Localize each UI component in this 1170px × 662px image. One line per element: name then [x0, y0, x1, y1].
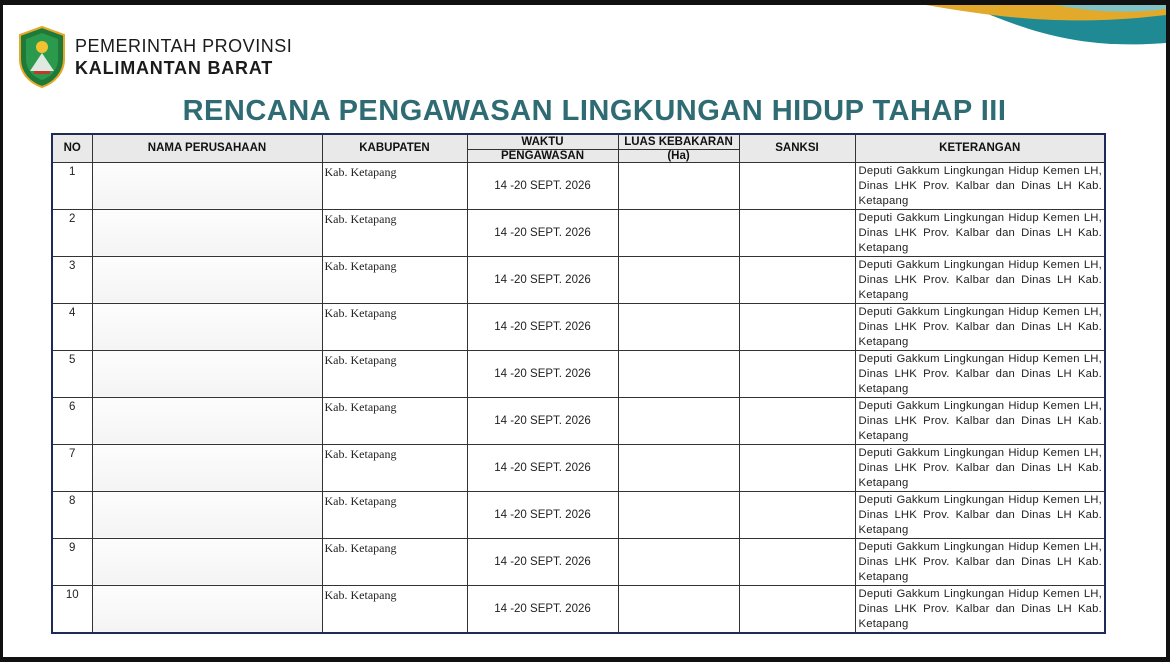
- cell-nama: [92, 397, 322, 444]
- header-sanksi: SANKSI: [739, 134, 855, 162]
- corner-wave-decoration: [906, 5, 1166, 65]
- cell-no: 7: [52, 444, 92, 491]
- page-title: RENCANA PENGAWASAN LINGKUNGAN HIDUP TAHAP III: [182, 95, 1007, 127]
- cell-luas: [618, 444, 739, 491]
- cell-kabupaten: Kab. Ketapang: [322, 209, 467, 256]
- cell-kabupaten: Kab. Ketapang: [322, 585, 467, 633]
- cell-kabupaten: Kab. Ketapang: [322, 444, 467, 491]
- cell-nama: [92, 350, 322, 397]
- cell-luas: [618, 209, 739, 256]
- cell-waktu: 14 -20 SEPT. 2026: [467, 209, 618, 256]
- cell-kabupaten: Kab. Ketapang: [322, 162, 467, 209]
- cell-nama: [92, 256, 322, 303]
- cell-kabupaten: Kab. Ketapang: [322, 491, 467, 538]
- cell-kabupaten: Kab. Ketapang: [322, 303, 467, 350]
- cell-luas: [618, 162, 739, 209]
- cell-luas: [618, 397, 739, 444]
- header: [17, 25, 292, 89]
- cell-keterangan: Deputi Gakkum Lingkungan Hidup Kemen LH, Dinas LHK Prov. Kalbar dan Dinas LH Kab. Ketapang: [855, 303, 1105, 350]
- table-row: [52, 303, 1105, 350]
- cell-kabupaten: Kab. Ketapang: [322, 397, 467, 444]
- cell-no: 6: [52, 397, 92, 444]
- cell-waktu: 14 -20 SEPT. 2026: [467, 162, 618, 209]
- table-body: [52, 162, 1105, 633]
- header-waktu: WAKTU: [467, 134, 618, 149]
- cell-kabupaten: Kab. Ketapang: [322, 350, 467, 397]
- cell-waktu: 14 -20 SEPT. 2026: [467, 538, 618, 585]
- cell-keterangan: Deputi Gakkum Lingkungan Hidup Kemen LH, Dinas LHK Prov. Kalbar dan Dinas LH Kab. Ketapang: [855, 256, 1105, 303]
- table-row: [52, 444, 1105, 491]
- cell-luas: [618, 303, 739, 350]
- cell-nama: [92, 585, 322, 633]
- table-row: [52, 585, 1105, 633]
- cell-no: 10: [52, 585, 92, 633]
- cell-keterangan: Deputi Gakkum Lingkungan Hidup Kemen LH, Dinas LHK Prov. Kalbar dan Dinas LH Kab. Ketapang: [855, 397, 1105, 444]
- cell-kabupaten: Kab. Ketapang: [322, 256, 467, 303]
- cell-no: 2: [52, 209, 92, 256]
- cell-no: 9: [52, 538, 92, 585]
- province-line2: KALIMANTAN BARAT: [75, 58, 274, 78]
- cell-keterangan: Deputi Gakkum Lingkungan Hidup Kemen LH, Dinas LHK Prov. Kalbar dan Dinas LH Kab. Ketapang: [855, 491, 1105, 538]
- cell-luas: [618, 256, 739, 303]
- cell-waktu: 14 -20 SEPT. 2026: [467, 444, 618, 491]
- cell-nama: [92, 538, 322, 585]
- header-waktu-sub: PENGAWASAN: [467, 149, 618, 162]
- header-no: NO: [52, 134, 92, 162]
- cell-sanksi: [739, 538, 855, 585]
- cell-nama: [92, 209, 322, 256]
- cell-keterangan: Deputi Gakkum Lingkungan Hidup Kemen LH, Dinas LHK Prov. Kalbar dan Dinas LH Kab. Ketapang: [855, 162, 1105, 209]
- cell-waktu: 14 -20 SEPT. 2026: [467, 350, 618, 397]
- cell-no: 1: [52, 162, 92, 209]
- header-luas: LUAS KEBAKARAN: [618, 134, 739, 149]
- cell-waktu: 14 -20 SEPT. 2026: [467, 397, 618, 444]
- cell-nama: [92, 162, 322, 209]
- cell-sanksi: [739, 162, 855, 209]
- cell-luas: [618, 538, 739, 585]
- province-line1: PEMERINTAH PROVINSI: [75, 36, 293, 56]
- cell-keterangan: Deputi Gakkum Lingkungan Hidup Kemen LH, Dinas LHK Prov. Kalbar dan Dinas LH Kab. Ketapang: [855, 538, 1105, 585]
- table-row: [52, 350, 1105, 397]
- table-row: [52, 491, 1105, 538]
- table-row: [52, 397, 1105, 444]
- cell-no: 3: [52, 256, 92, 303]
- cell-keterangan: Deputi Gakkum Lingkungan Hidup Kemen LH, Dinas LHK Prov. Kalbar dan Dinas LH Kab. Ketapang: [855, 585, 1105, 633]
- cell-no: 5: [52, 350, 92, 397]
- cell-keterangan: Deputi Gakkum Lingkungan Hidup Kemen LH, Dinas LHK Prov. Kalbar dan Dinas LH Kab. Ketapang: [855, 350, 1105, 397]
- table-row: [52, 256, 1105, 303]
- cell-nama: [92, 491, 322, 538]
- header-nama: NAMA PERUSAHAAN: [92, 134, 322, 162]
- cell-no: 4: [52, 303, 92, 350]
- cell-kabupaten: Kab. Ketapang: [322, 538, 467, 585]
- table-row: [52, 538, 1105, 585]
- cell-luas: [618, 585, 739, 633]
- schedule-table: [51, 133, 1106, 634]
- header-kabupaten: KABUPATEN: [322, 134, 467, 162]
- header-keterangan: KETERANGAN: [855, 134, 1105, 162]
- cell-sanksi: [739, 585, 855, 633]
- cell-waktu: 14 -20 SEPT. 2026: [467, 256, 618, 303]
- cell-sanksi: [739, 444, 855, 491]
- cell-sanksi: [739, 350, 855, 397]
- cell-waktu: 14 -20 SEPT. 2026: [467, 585, 618, 633]
- header-luas-sub: (Ha): [618, 149, 739, 162]
- cell-nama: [92, 444, 322, 491]
- cell-sanksi: [739, 397, 855, 444]
- cell-sanksi: [739, 209, 855, 256]
- cell-sanksi: [739, 303, 855, 350]
- cell-luas: [618, 491, 739, 538]
- cell-nama: [92, 303, 322, 350]
- kalbar-coat-of-arms-icon: [17, 25, 67, 89]
- cell-sanksi: [739, 256, 855, 303]
- cell-waktu: 14 -20 SEPT. 2026: [467, 491, 618, 538]
- table-row: [52, 209, 1105, 256]
- cell-waktu: 14 -20 SEPT. 2026: [467, 303, 618, 350]
- cell-no: 8: [52, 491, 92, 538]
- cell-keterangan: Deputi Gakkum Lingkungan Hidup Kemen LH, Dinas LHK Prov. Kalbar dan Dinas LH Kab. Ketapang: [855, 444, 1105, 491]
- slide: [3, 5, 1166, 657]
- cell-keterangan: Deputi Gakkum Lingkungan Hidup Kemen LH, Dinas LHK Prov. Kalbar dan Dinas LH Kab. Ketapang: [855, 209, 1105, 256]
- cell-sanksi: [739, 491, 855, 538]
- cell-luas: [618, 350, 739, 397]
- table-row: [52, 162, 1105, 209]
